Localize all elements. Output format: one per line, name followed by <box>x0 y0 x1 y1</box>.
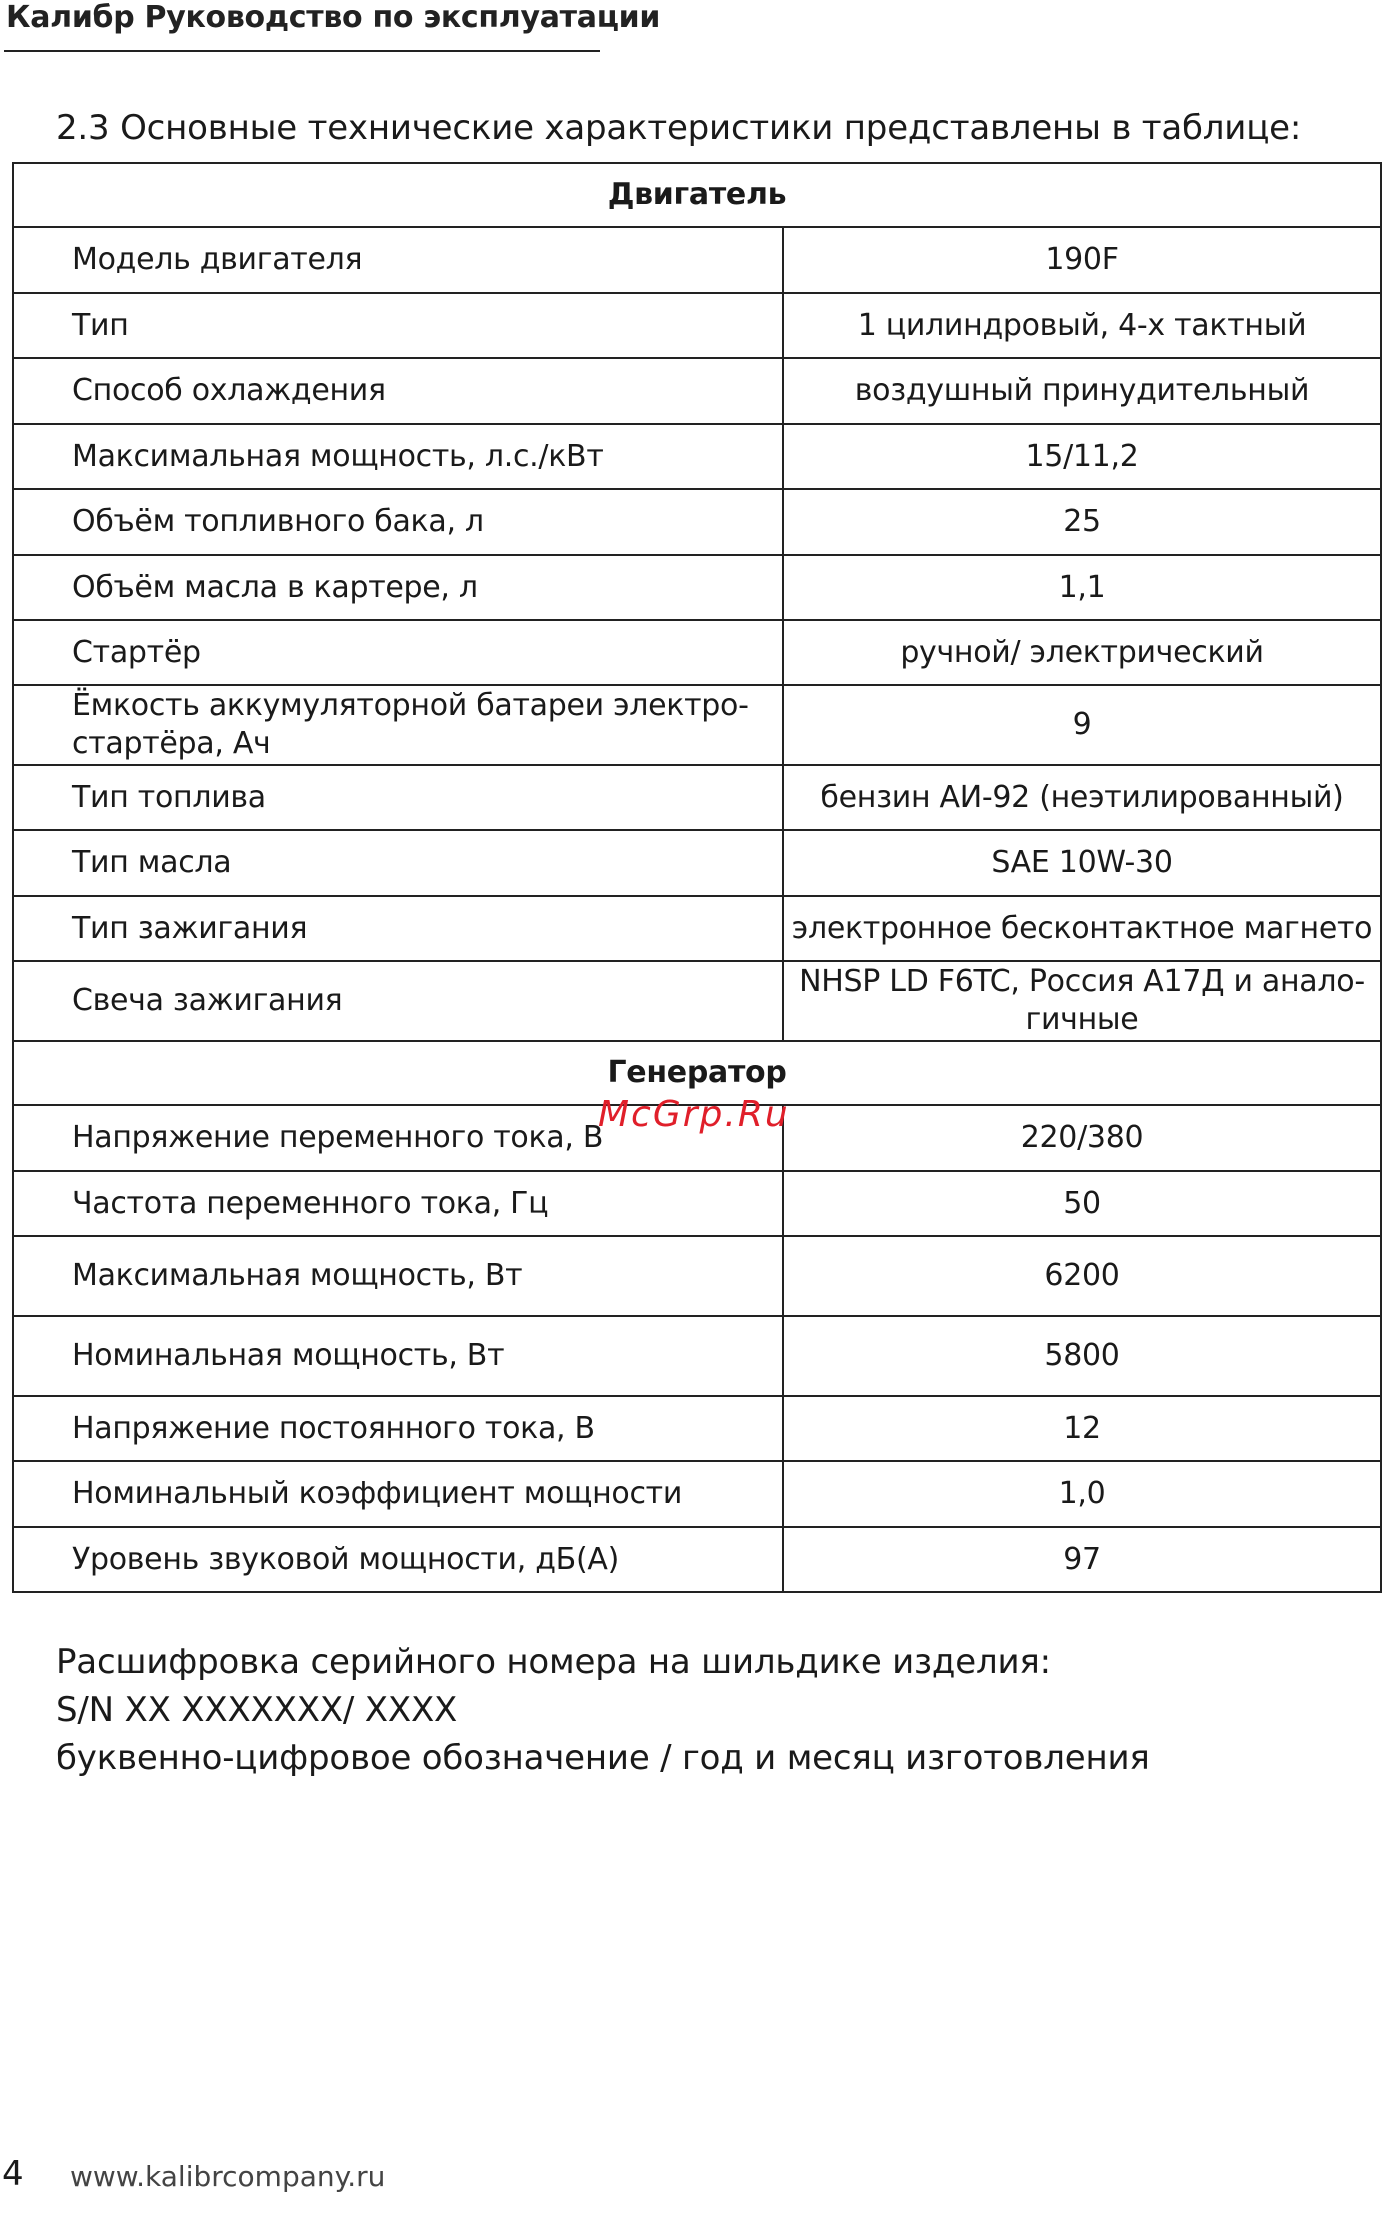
table-row <box>13 227 1381 293</box>
spec-label: Стартёр <box>13 620 783 685</box>
spec-label: Тип <box>13 293 783 358</box>
page-number: 4 <box>2 2154 24 2194</box>
serial-heading: Расшифровка серийного номера на шильдике изделия: <box>56 1642 1051 1682</box>
spec-value: электронное бесконтактное магнето <box>783 896 1381 961</box>
table-row <box>13 1527 1381 1592</box>
table-row <box>13 1236 1381 1316</box>
section-title-generator: Генератор <box>13 1041 1381 1105</box>
spec-value: NHSP LD F6TC, Россия А17Д и анало-гичные <box>783 961 1381 1041</box>
spec-label: Тип топлива <box>13 765 783 830</box>
spec-value: 50 <box>783 1171 1381 1236</box>
spec-value: бензин АИ-92 (неэтилированный) <box>783 765 1381 830</box>
table-row <box>13 961 1381 1041</box>
spec-label: Уровень звуковой мощности, дБ(А) <box>13 1527 783 1592</box>
section-row <box>13 163 1381 227</box>
table-row <box>13 896 1381 961</box>
spec-value: воздушный принудительный <box>783 358 1381 424</box>
table-row <box>13 1171 1381 1236</box>
table-row <box>13 1461 1381 1527</box>
spec-label: Тип зажигания <box>13 896 783 961</box>
table-row <box>13 765 1381 830</box>
spec-value: SAE 10W-30 <box>783 830 1381 896</box>
spec-label: Напряжение постоянного тока, В <box>13 1396 783 1461</box>
running-header <box>4 0 661 52</box>
spec-label: Максимальная мощность, Вт <box>13 1236 783 1316</box>
spec-label: Объём топливного бака, л <box>13 489 783 555</box>
spec-value: 1 цилиндровый, 4-х тактный <box>783 293 1381 358</box>
spec-value: 9 <box>783 685 1381 765</box>
table-row <box>13 1316 1381 1396</box>
watermark: McGrp.Ru <box>598 1094 790 1135</box>
spec-label: Ёмкость аккумуляторной батареи электро-стартёра, Ач <box>13 685 783 765</box>
serial-format: S/N XX XXXXXXX/ XXXX <box>56 1690 458 1730</box>
intro-text: 2.3 Основные технические характеристики представлены в таблице: <box>56 108 1302 148</box>
spec-value: 220/380 <box>783 1105 1381 1171</box>
spec-label: Модель двигателя <box>13 227 783 293</box>
spec-value: 15/11,2 <box>783 424 1381 489</box>
specifications-table <box>12 162 1382 1593</box>
spec-label: Максимальная мощность, л.с./кВт <box>13 424 783 489</box>
table-row <box>13 620 1381 685</box>
table-row <box>13 489 1381 555</box>
spec-value: 6200 <box>783 1236 1381 1316</box>
table-row <box>13 358 1381 424</box>
spec-value: ручной/ электрический <box>783 620 1381 685</box>
serial-legend: буквенно-цифровое обозначение / год и месяц изготовления <box>56 1738 1150 1778</box>
table-row <box>13 1396 1381 1461</box>
table-row <box>13 555 1381 620</box>
spec-value: 5800 <box>783 1316 1381 1396</box>
spec-value: 190F <box>783 227 1381 293</box>
website-url: www.kalibrcompany.ru <box>70 2160 386 2193</box>
section-title-engine: Двигатель <box>13 163 1381 227</box>
spec-label: Номинальный коэффициент мощности <box>13 1461 783 1527</box>
spec-label: Объём масла в картере, л <box>13 555 783 620</box>
table-row <box>13 830 1381 896</box>
table-row <box>13 685 1381 765</box>
spec-value: 97 <box>783 1527 1381 1592</box>
spec-value: 1,0 <box>783 1461 1381 1527</box>
spec-value: 12 <box>783 1396 1381 1461</box>
table-row <box>13 424 1381 489</box>
spec-label: Способ охлаждения <box>13 358 783 424</box>
spec-label: Номинальная мощность, Вт <box>13 1316 783 1396</box>
table-row <box>13 293 1381 358</box>
serial-number-explanation <box>56 1638 1150 1782</box>
header-title: Калибр Руководство по эксплуатации <box>6 0 661 35</box>
spec-value: 25 <box>783 489 1381 555</box>
spec-label: Тип масла <box>13 830 783 896</box>
spec-label: Напряжение переменного тока, В <box>13 1105 783 1171</box>
spec-value: 1,1 <box>783 555 1381 620</box>
spec-label: Свеча зажигания <box>13 961 783 1041</box>
spec-label: Частота переменного тока, Гц <box>13 1171 783 1236</box>
